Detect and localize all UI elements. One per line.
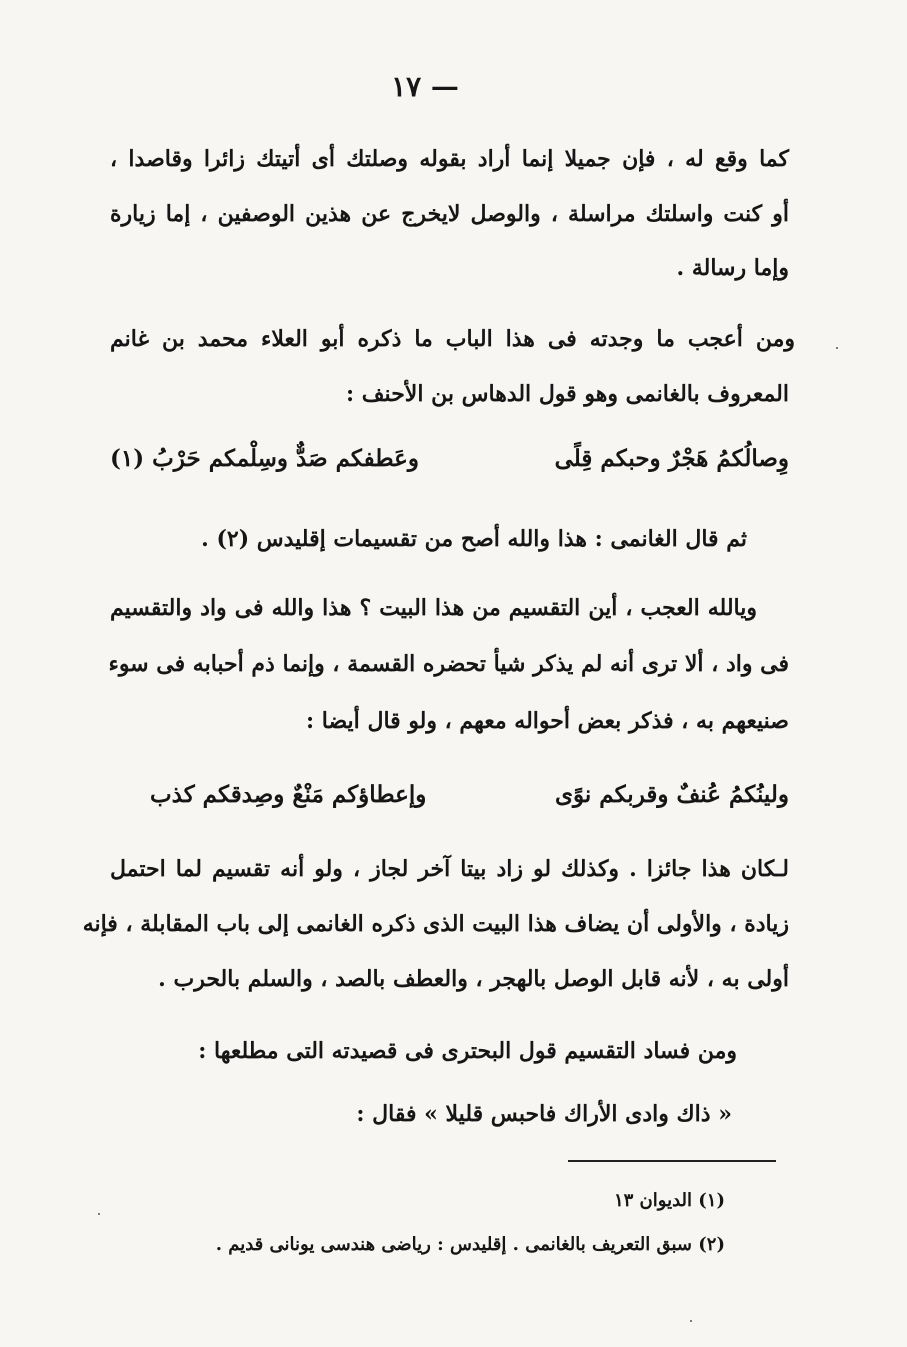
page-number: — ١٧ — [391, 70, 459, 103]
text-line: فى واد ، ألا ترى أنه لم يذكر شيأ تحضره القسمة ، وإنما ذم أحبابه فى سوء — [108, 651, 789, 677]
print-speck — [98, 1213, 100, 1215]
text-line: لـكان هذا جائزا . وكذلك لو زاد بيتا آخر لجاز ، ولو أنه تقسيم لما احتمل — [110, 856, 789, 882]
footnote-separator — [568, 1160, 776, 1162]
text-line: زيادة ، والأولى أن يضاف هذا البيت الذى ذكره الغانمى إلى باب المقابلة ، فإنه — [82, 911, 789, 937]
verse-1-second-hemistich: وعَطفكم صَدٌّ وسِلْمكم حَرْبُ (١) — [110, 445, 419, 472]
footnote-1: (١) الديوان ١٣ — [613, 1190, 725, 1211]
text-line: ثم قال الغانمى : هذا والله أصح من تقسيمات إقليدس (٢) . — [201, 526, 747, 552]
text-line: المعروف بالغانمى وهو قول الدهاس بن الأحنف : — [346, 381, 789, 407]
footnote-2: (٢) سبق التعريف بالغانمى . إقليدس : رياضى هندسى يونانى قديم . — [215, 1234, 725, 1255]
text-line: صنيعهم به ، فذكر بعض أحواله معهم ، ولو قال أيضا : — [306, 708, 789, 734]
verse-2-second-hemistich: وإعطاؤكم مَنْعٌ وصِدقكم كذب — [150, 781, 427, 808]
verse-2-first-hemistich: ولينُكمُ عُنفٌ وقربكم نوًى — [555, 781, 789, 808]
text-line: أو كنت واسلتك مراسلة ، والوصل لايخرج عن هذين الوصفين ، إما زيارة — [110, 201, 789, 227]
text-line: كما وقع له ، فإن جميلا إنما أراد بقوله وصلتك أى أتيتك زائرا وقاصدا ، — [110, 146, 789, 172]
print-speck — [690, 1320, 692, 1322]
print-speck — [836, 347, 838, 349]
text-line: ويالله العجب ، أين التقسيم من هذا البيت ؟ هذا والله فى واد والتقسيم — [110, 595, 757, 621]
text-line: ومن أعجب ما وجدته فى هذا الباب ما ذكره أبو العلاء محمد بن غانم — [110, 326, 795, 352]
text-line: وإما رسالة . — [676, 255, 789, 281]
verse-1-first-hemistich: وِصالُكمُ هَجْرٌ وحبكم قِلًى — [554, 445, 789, 472]
text-line: أولى به ، لأنه قابل الوصل بالهجر ، والعطف بالصد ، والسلم بالحرب . — [158, 966, 789, 992]
text-line: ومن فساد التقسيم قول البحترى فى قصيدته التى مطلعها : — [198, 1038, 737, 1064]
text-line: « ذاك وادى الأراك فاحبس قليلا » فقال : — [356, 1101, 732, 1127]
